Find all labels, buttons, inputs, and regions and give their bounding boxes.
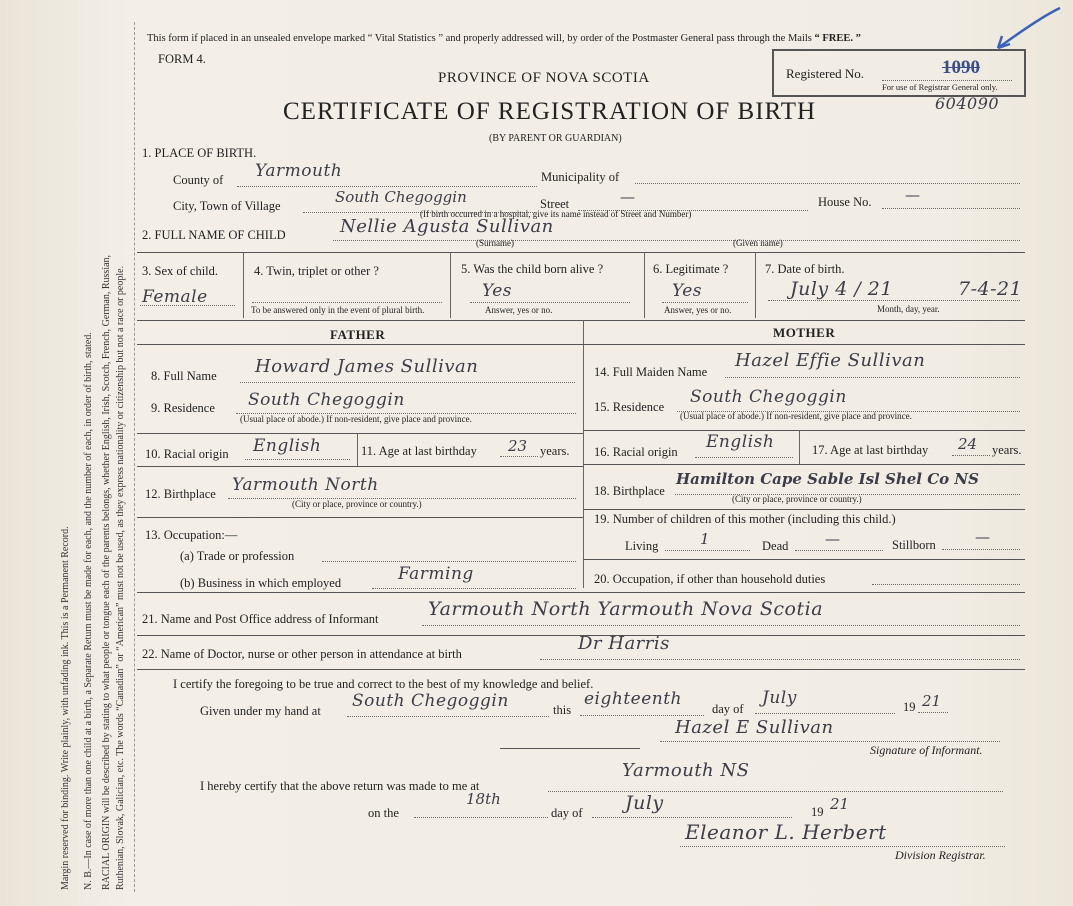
date-value: July 4 / 21 bbox=[790, 278, 893, 300]
registrar-signature: Eleanor L. Herbert bbox=[685, 820, 887, 844]
father-res-note: (Usual place of abode.) If non-resident, give place and province. bbox=[240, 414, 472, 424]
municipality-label: Municipality of bbox=[541, 170, 620, 184]
mother-bp-value: Hamilton Cape Sable Isl Shel Co NS bbox=[676, 470, 979, 488]
trade-label: (a) Trade or profession bbox=[180, 549, 295, 563]
mother-res-note: (Usual place of abode.) If non-resident, give place and province. bbox=[680, 411, 912, 421]
date-note: Month, day, year. bbox=[877, 304, 940, 314]
certificate-subtitle: (BY PARENT OR GUARDIAN) bbox=[489, 133, 622, 144]
on-the-label: on the bbox=[368, 806, 399, 820]
dead-label: Dead bbox=[762, 539, 789, 553]
registered-box bbox=[772, 49, 1026, 97]
business-value: Farming bbox=[398, 564, 474, 584]
mother-racial-label: 16. Racial origin bbox=[594, 445, 678, 459]
children-label: 19. Number of children of this mother (including this child.) bbox=[594, 512, 896, 526]
county-label: County of bbox=[173, 173, 224, 187]
mother-bp-label: 18. Birthplace bbox=[594, 484, 665, 498]
street-label: Street bbox=[540, 197, 570, 211]
informant-signature: Hazel E Sullivan bbox=[675, 717, 834, 738]
city-value: South Chegoggin bbox=[335, 188, 467, 206]
legit-note: Answer, yes or no. bbox=[664, 305, 732, 315]
given-label: Given under my hand at bbox=[200, 704, 321, 718]
certify-month-value: July bbox=[762, 688, 797, 708]
registrar-year-prefix: 19 bbox=[811, 805, 824, 819]
mother-racial-value: English bbox=[706, 432, 775, 452]
twin-label: 4. Twin, triplet or other ? bbox=[254, 264, 379, 278]
doctor-value: Dr Harris bbox=[578, 633, 670, 654]
given-name-note: (Given name) bbox=[733, 238, 783, 248]
given-place-value: South Chegoggin bbox=[352, 691, 509, 711]
registrar-signature-label: Division Registrar. bbox=[895, 848, 986, 862]
registered-note: For use of Registrar General only. bbox=[882, 82, 998, 92]
father-bp-label: 12. Birthplace bbox=[145, 487, 216, 501]
mother-age-value: 24 bbox=[958, 435, 978, 453]
father-res-label: 9. Residence bbox=[151, 401, 215, 415]
alive-note: Answer, yes or no. bbox=[485, 305, 553, 315]
child-name-label: 2. FULL NAME OF CHILD bbox=[142, 228, 286, 242]
father-bp-value: Yarmouth North bbox=[232, 475, 379, 495]
mother-name-value: Hazel Effie Sullivan bbox=[735, 350, 926, 371]
living-value: 1 bbox=[700, 530, 710, 548]
father-heading: FATHER bbox=[330, 327, 386, 342]
father-racial-value: English bbox=[253, 436, 322, 456]
mother-bp-note: (City or place, province or country.) bbox=[732, 494, 862, 504]
registrar-day-label: day of bbox=[551, 806, 583, 820]
registrar-month-value: July bbox=[625, 792, 664, 814]
place-heading: 1. PLACE OF BIRTH. bbox=[142, 146, 257, 160]
registrar-statement: I hereby certify that the above return was made to me at bbox=[200, 779, 480, 793]
province-title: PROVINCE OF NOVA SCOTIA bbox=[438, 70, 650, 86]
form-number: FORM 4. bbox=[158, 52, 206, 66]
father-racial-label: 10. Racial origin bbox=[145, 447, 229, 461]
twin-note: To be answered only in the event of plural birth. bbox=[251, 305, 425, 315]
certificate-title: CERTIFICATE OF REGISTRATION OF BIRTH bbox=[283, 98, 817, 125]
father-name-label: 8. Full Name bbox=[151, 369, 217, 383]
hospital-note: (If birth occurred in a hospital, give its name instead of Street and Number) bbox=[420, 209, 692, 219]
house-value: — bbox=[905, 186, 920, 204]
mother-res-label: 15. Residence bbox=[594, 400, 665, 414]
certify-year-prefix: 19 bbox=[903, 700, 916, 714]
margin-note-3: RACIAL ORIGIN will be described by stating to what people or tongue each of the parents belongs, whether English, Irish, Scotch, French, German, Russian, bbox=[101, 254, 112, 890]
father-age-value: 23 bbox=[508, 437, 528, 455]
registered-handwritten: 604090 bbox=[935, 94, 1000, 113]
certify-day-value: eighteenth bbox=[584, 689, 683, 709]
doctor-label: 22. Name of Doctor, nurse or other person in attendance at birth bbox=[142, 647, 462, 661]
date-value-numeric: 7-4-21 bbox=[958, 278, 1023, 300]
mother-heading: MOTHER bbox=[773, 325, 836, 340]
father-name-value: Howard James Sullivan bbox=[255, 356, 479, 377]
mother-age-unit: years. bbox=[992, 443, 1022, 457]
date-label: 7. Date of birth. bbox=[765, 262, 845, 276]
county-value: Yarmouth bbox=[255, 161, 343, 181]
alive-value: Yes bbox=[482, 281, 513, 301]
father-age-label: 11. Age at last birthday bbox=[361, 444, 477, 458]
informant-value: Yarmouth North Yarmouth Nova Scotia bbox=[428, 598, 824, 620]
margin-note-1: Margin reserved for binding. Write plainly, with unfading ink. This is a Permanent Record. bbox=[60, 526, 71, 890]
street-value: — bbox=[620, 188, 635, 206]
registrar-day-value: 18th bbox=[466, 790, 501, 808]
mother-res-value: South Chegoggin bbox=[690, 387, 847, 407]
child-name-value: Nellie Agusta Sullivan bbox=[340, 216, 554, 237]
margin-note-4: Ruthenian, Slovak, Galician, etc. The words “Canadian” or “American” must not be used, as they express nationality or citizenship but not a race or people. bbox=[115, 265, 126, 890]
father-age-unit: years. bbox=[540, 444, 570, 458]
registered-number: 1090 bbox=[942, 57, 980, 78]
mother-occ-label: 20. Occupation, if other than household duties bbox=[594, 572, 826, 586]
father-occ-label: 13. Occupation:— bbox=[145, 528, 238, 542]
mother-age-label: 17. Age at last birthday bbox=[812, 443, 929, 457]
binding-margin-line bbox=[134, 22, 135, 892]
stillborn-value: — bbox=[975, 528, 990, 546]
certify-year-value: 21 bbox=[922, 692, 942, 710]
sex-label: 3. Sex of child. bbox=[142, 264, 219, 278]
dead-value: — bbox=[825, 530, 840, 548]
margin-note-2: N. B.—In case of more than one child at a birth, a Separate Return must be made for each, and the number of each, in order of birth, stated. bbox=[83, 332, 94, 890]
living-label: Living bbox=[625, 539, 659, 553]
alive-label: 5. Was the child born alive ? bbox=[461, 262, 604, 276]
registrar-year-value: 21 bbox=[830, 795, 850, 813]
informant-signature-label: Signature of Informant. bbox=[870, 743, 983, 757]
city-label: City, Town of Village bbox=[173, 199, 281, 213]
mother-name-label: 14. Full Maiden Name bbox=[594, 365, 708, 379]
registrar-place-value: Yarmouth NS bbox=[622, 760, 750, 781]
certify-day-label: day of bbox=[712, 702, 744, 716]
pen-arrow-mark bbox=[988, 4, 1068, 54]
house-label: House No. bbox=[818, 195, 872, 209]
registered-label: Registered No. bbox=[786, 66, 864, 81]
certify-statement: I certify the foregoing to be true and correct to the best of my knowledge and belief. bbox=[173, 677, 594, 691]
surname-note: (Surname) bbox=[476, 238, 514, 248]
father-bp-note: (City or place, province or country.) bbox=[292, 499, 422, 509]
sex-value: Female bbox=[142, 287, 208, 307]
business-label: (b) Business in which employed bbox=[180, 576, 342, 590]
mail-note: This form if placed in an unsealed envelope marked “ Vital Statistics ” and properly addressed will, by order of the Postmaster General pass through the Mails “ FREE. ” bbox=[147, 33, 861, 44]
father-res-value: South Chegoggin bbox=[248, 390, 405, 410]
informant-label: 21. Name and Post Office address of Informant bbox=[142, 612, 379, 626]
legit-label: 6. Legitimate ? bbox=[653, 262, 729, 276]
stillborn-label: Stillborn bbox=[892, 538, 936, 552]
this-label: this bbox=[553, 703, 572, 717]
legit-value: Yes bbox=[672, 281, 703, 301]
